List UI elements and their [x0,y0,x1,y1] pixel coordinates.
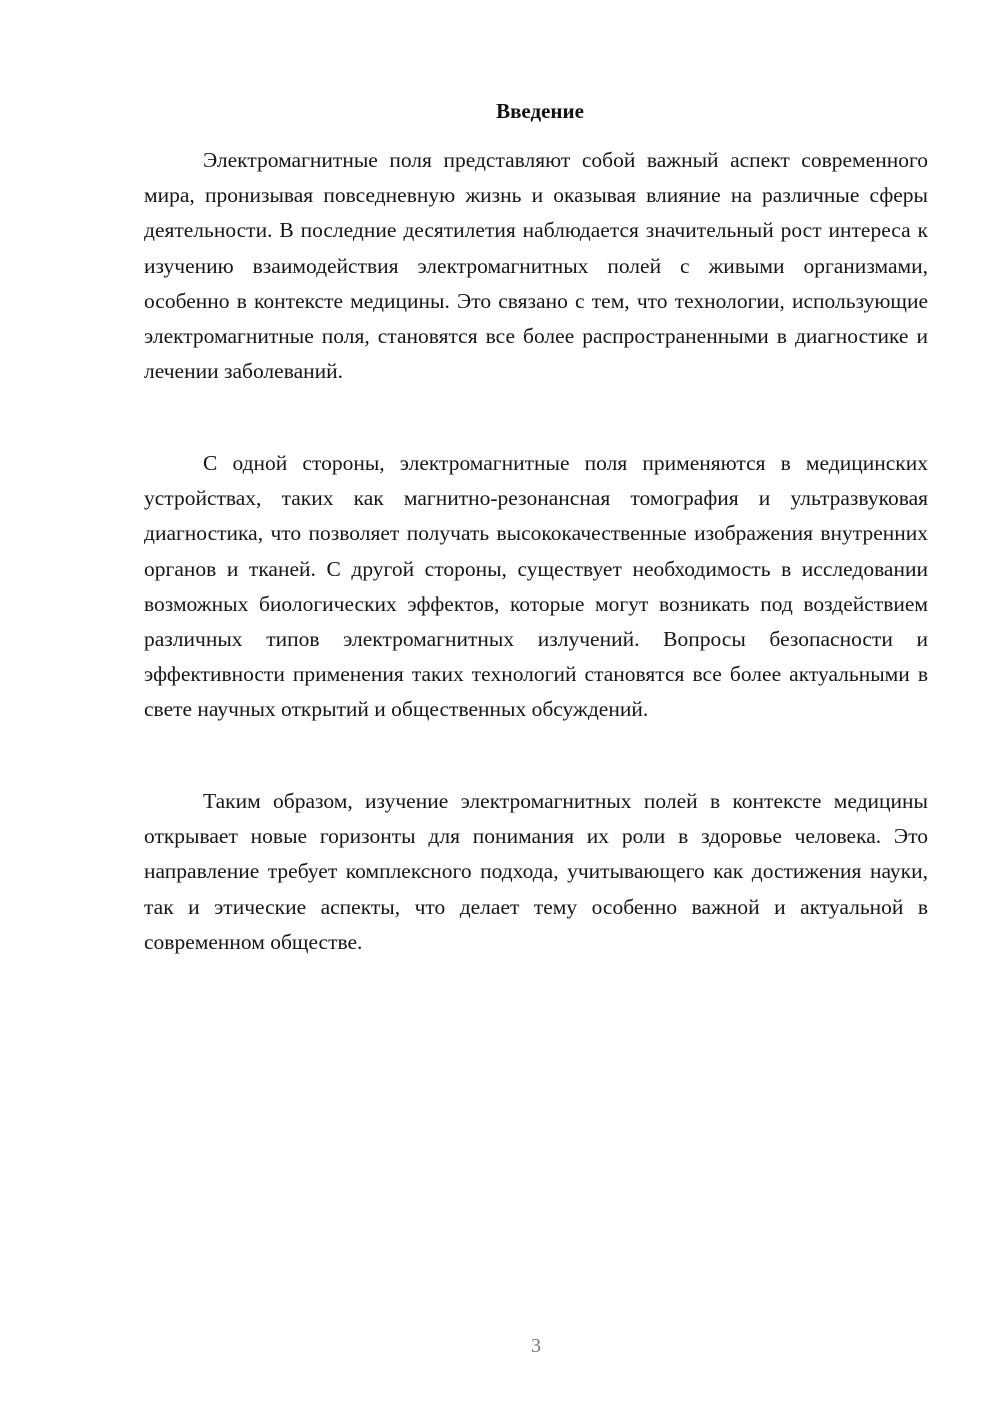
paragraph-3: Таким образом, изучение электромагнитных полей в контексте медицины открывает новые горизонты для понимания их роли в здоровье человека. Это направление требует комплексного подхода, учитывающего как достижения науки, так и этические аспекты, что делает тему особенно важной и актуальной в современном обществе. [144,789,928,954]
paragraph-2: С одной стороны, электромагнитные поля применяются в медицинских устройствах, таких как магнитно-резонансная томография и ультразвуковая диагностика, что позволяет получать высококачественные изображения внутренних органов и тканей. С другой стороны, существует необходимость в исследовании возможных биологических эффектов, которые могут возникать под воздействием различных типов электромагнитных излучений. Вопросы безопасности и эффективности применения таких технологий становятся все более актуальными в свете научных открытий и общественных обсуждений. [144,451,928,722]
paragraph-1: Электромагнитные поля представляют собой важный аспект современного мира, пронизывая повседневную жизнь и оказывая влияние на различные сферы деятельности. В последние десятилетия наблюдается значительный рост интереса к изучению взаимодействия электромагнитных полей с живыми организмами, особенно в контексте медицины. Это связано с тем, что технологии, использующие электромагнитные поля, становятся все более распространенными в диагностике и лечении заболеваний. [144,148,928,384]
page-number: 3 [531,1335,541,1357]
section-heading: Введение [496,99,584,123]
